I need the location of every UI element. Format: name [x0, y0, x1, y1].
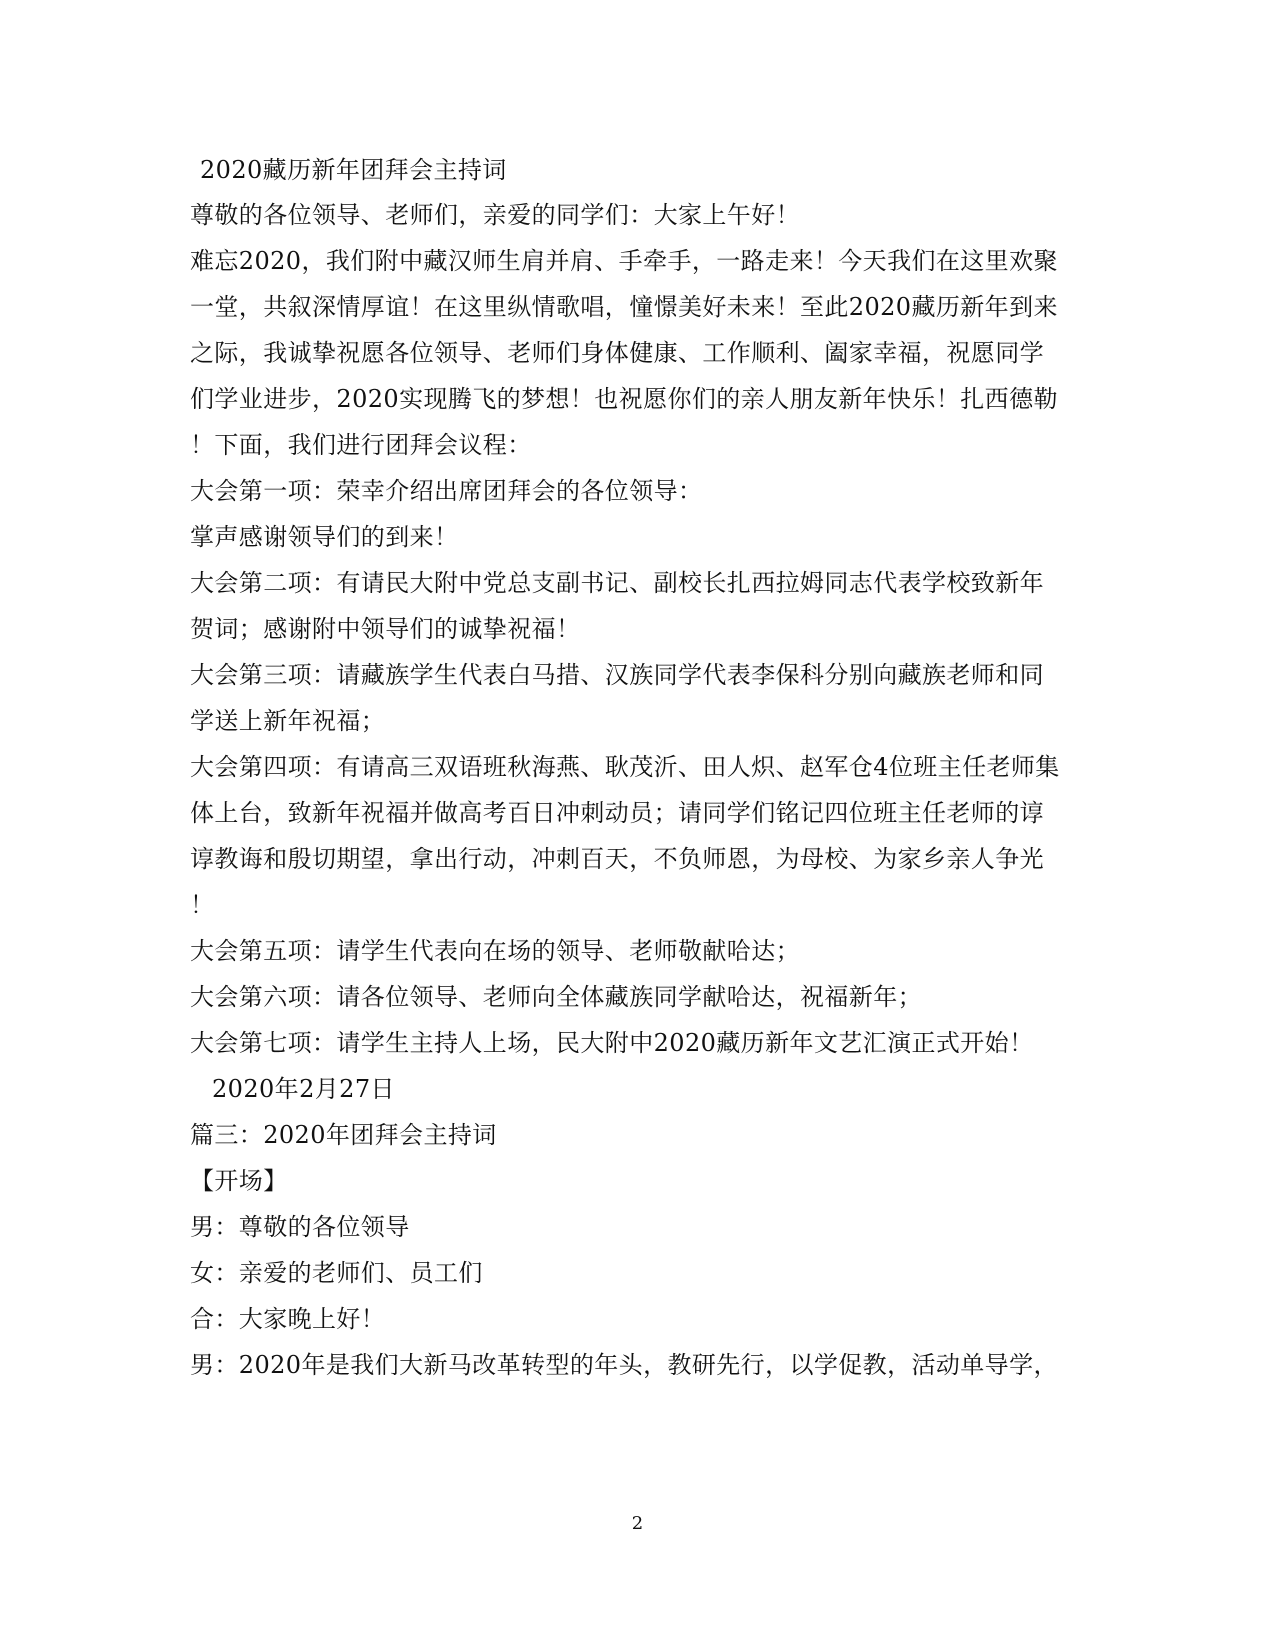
paragraph-line: 之际，我诚挚祝愿各位领导、老师们身体健康、工作顺利、阖家幸福，祝愿同学	[190, 339, 1044, 367]
paragraph-line: ！	[190, 891, 215, 919]
paragraph-line: 们学业进步，2020实现腾飞的梦想！也祝愿你们的亲人朋友新年快乐！扎西德勒	[190, 385, 1058, 413]
section-title: 篇三：2020年团拜会主持词	[190, 1121, 497, 1149]
greeting-line: 尊敬的各位领导、老师们，亲爱的同学们：大家上午好！	[190, 201, 800, 229]
paragraph-line: ！下面，我们进行团拜会议程：	[190, 431, 532, 459]
paragraph-line: 贺词；感谢附中领导们的诚挚祝福！	[190, 615, 581, 643]
paragraph-line: 难忘2020，我们附中藏汉师生肩并肩、手牵手，一路走来！今天我们在这里欢聚	[190, 247, 1058, 275]
dialogue-line: 男：2020年是我们大新马改革转型的年头，教研先行，以学促教，活动单导学，	[190, 1351, 1058, 1379]
dialogue-line: 男：尊敬的各位领导	[190, 1213, 410, 1241]
dialogue-line: 合：大家晚上好！	[190, 1305, 386, 1333]
date-line: 2020年2月27日	[212, 1075, 395, 1103]
section-subtitle: 【开场】	[190, 1167, 288, 1195]
paragraph-line: 掌声感谢领导们的到来！	[190, 523, 459, 551]
paragraph-line: 谆教诲和殷切期望，拿出行动，冲刺百天，不负师恩，为母校、为家乡亲人争光	[190, 845, 1044, 873]
dialogue-line: 女：亲爱的老师们、员工们	[190, 1259, 483, 1287]
paragraph-line: 体上台，致新年祝福并做高考百日冲刺动员；请同学们铭记四位班主任老师的谆	[190, 799, 1044, 827]
agenda-item-line: 大会第一项：荣幸介绍出席团拜会的各位领导：	[190, 477, 703, 505]
page-number: 2	[631, 1513, 644, 1534]
agenda-item-line: 大会第五项：请学生代表向在场的领导、老师敬献哈达；	[190, 937, 800, 965]
agenda-item-line: 大会第六项：请各位领导、老师向全体藏族同学献哈达，祝福新年；	[190, 983, 922, 1011]
paragraph-line: 一堂，共叙深情厚谊！在这里纵情歌唱，憧憬美好未来！至此2020藏历新年到来	[190, 293, 1058, 321]
agenda-item-line: 大会第二项：有请民大附中党总支副书记、副校长扎西拉姆同志代表学校致新年	[190, 569, 1044, 597]
document-title: 2020藏历新年团拜会主持词	[200, 156, 507, 184]
agenda-item-line: 大会第四项：有请高三双语班秋海燕、耿茂沂、田人炽、赵军仓4位班主任老师集	[190, 753, 1060, 781]
agenda-item-line: 大会第三项：请藏族学生代表白马措、汉族同学代表李保科分别向藏族老师和同	[190, 661, 1044, 689]
paragraph-line: 学送上新年祝福；	[190, 707, 386, 735]
agenda-item-line: 大会第七项：请学生主持人上场，民大附中2020藏历新年文艺汇演正式开始！	[190, 1029, 1034, 1057]
